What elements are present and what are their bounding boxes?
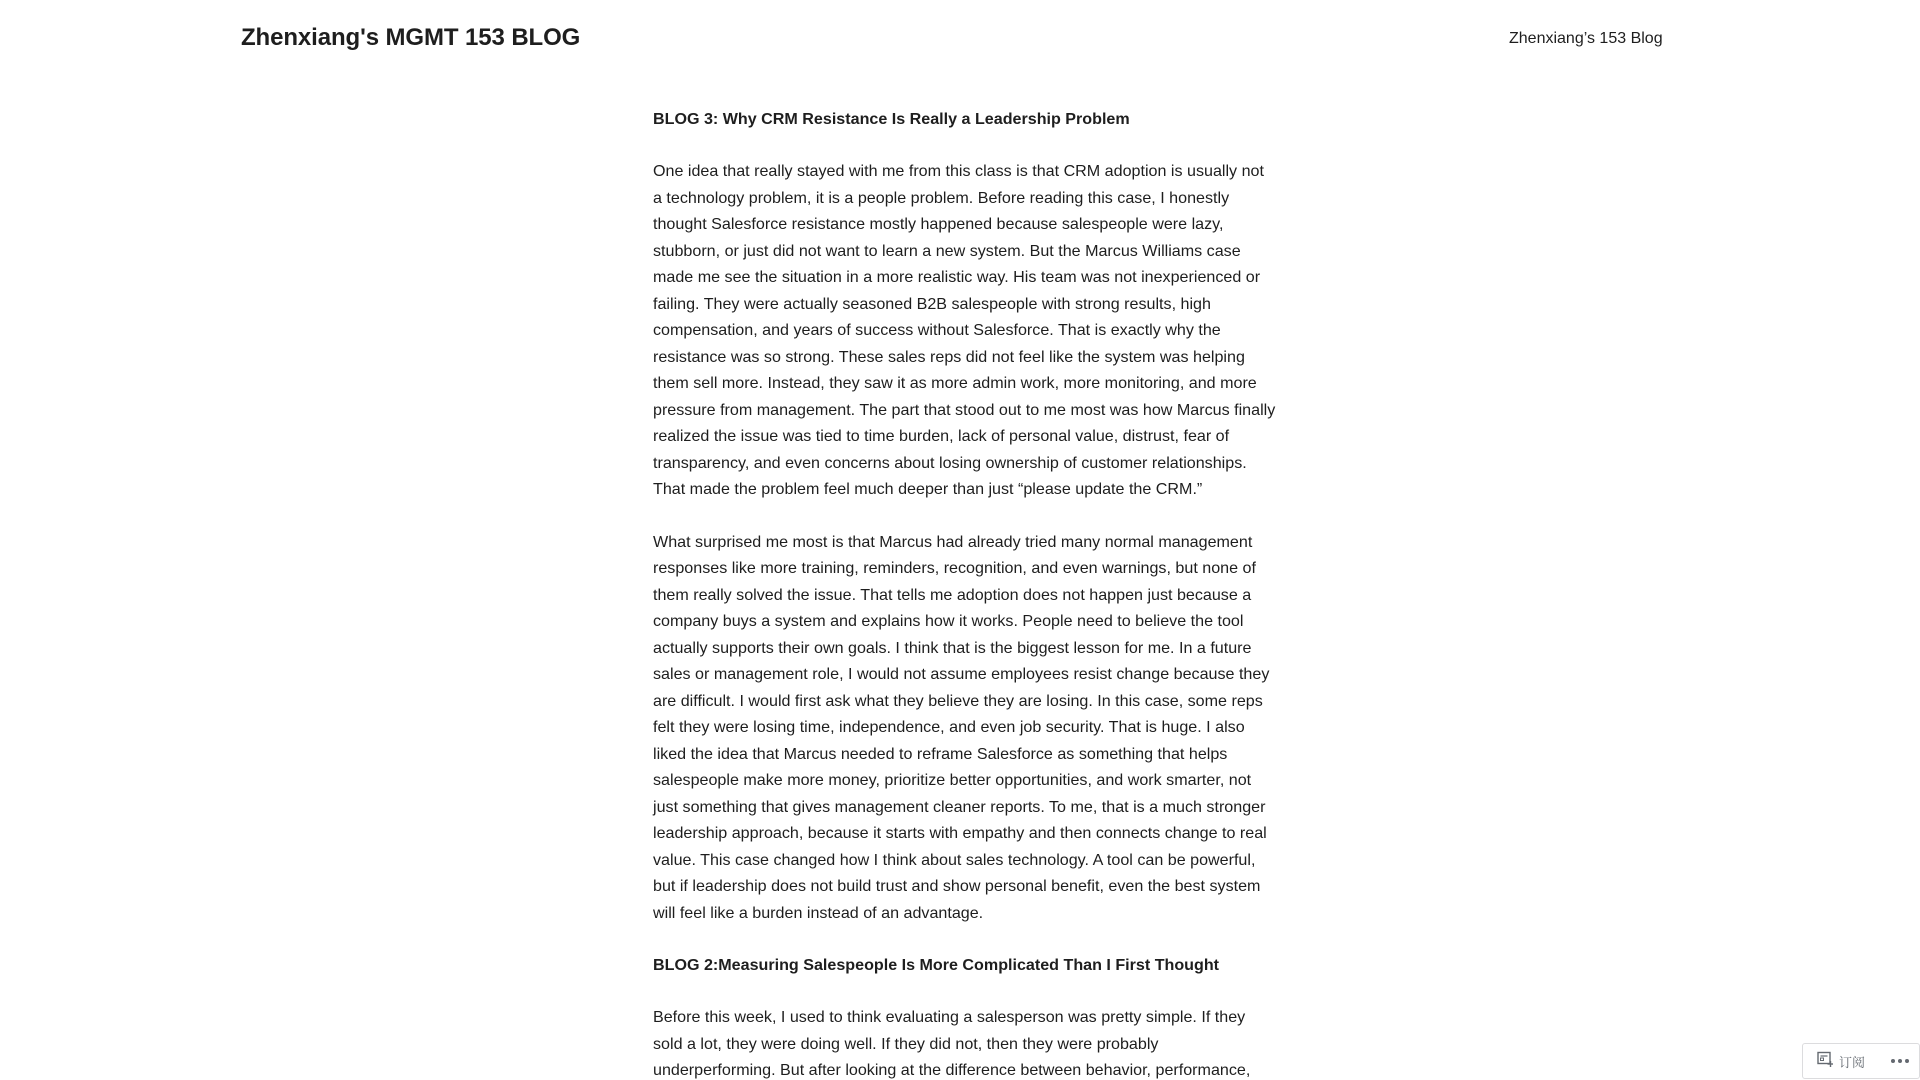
paragraph-line: stubborn, or just did not want to learn a new system. But the Marcus Williams case: [653, 241, 1241, 260]
reader-subscribe-icon: [1817, 1051, 1833, 1071]
paragraph-line: thought Salesforce resistance mostly happened because salespeople were lazy,: [653, 215, 1224, 233]
paragraph-line: company buys a system and explains how it works. People need to believe the tool: [653, 612, 1244, 630]
paragraph-line: underperforming. But after looking at the difference between behavior, performance,: [653, 1061, 1251, 1079]
more-options-button[interactable]: [1891, 1059, 1909, 1063]
subscribe-bar: [1802, 1043, 1920, 1079]
paragraph-line: felt they were losing time, independence, and even job security. That is huge. I also: [653, 718, 1245, 736]
paragraph-line: leadership approach, because it starts with empathy and then connects change to real: [653, 824, 1267, 842]
paragraph-line: What surprised me most is that Marcus had already tried many normal management: [653, 532, 1253, 551]
post-heading: BLOG 3: Why CRM Resistance Is Really a Leadership Problem: [653, 110, 1130, 128]
paragraph-line: will feel like a burden instead of an advantage.: [653, 903, 984, 922]
subscribe-button[interactable]: [1803, 1051, 1865, 1071]
paragraph-line: That made the problem feel much deeper than just “please update the CRM.”: [653, 480, 1203, 498]
paragraph-line: salespeople make more money, prioritize better opportunities, and work smarter, not: [653, 771, 1252, 789]
paragraph-line: are difficult. I would first ask what they believe they are losing. In this case, some reps: [653, 691, 1263, 710]
ellipsis-icon: [1891, 1059, 1895, 1063]
paragraph-line: sales or management role, I would not assume employees resist change because they: [653, 665, 1270, 683]
site-title[interactable]: Zhenxiang's MGMT 153 BLOG: [241, 24, 581, 51]
paragraph-line: actually supports their own goals. I think that is the biggest lesson for me. In a future: [653, 638, 1252, 657]
paragraph-line: made me see the situation in a more realistic way. His team was not inexperienced or: [653, 268, 1261, 286]
paragraph-line: value. This case changed how I think about sales technology. A tool can be powerful,: [653, 850, 1256, 869]
paragraph-line: responses like more training, reminders, recognition, and even warnings, but none of: [653, 559, 1256, 577]
paragraph-line: Before this week, I used to think evaluating a salesperson was pretty simple. If they: [653, 1008, 1246, 1026]
paragraph-line: but if leadership does not build trust and show personal benefit, even the best system: [653, 877, 1261, 895]
paragraph-line: a technology problem, it is a people problem. Before reading this case, I honestly: [653, 188, 1230, 207]
paragraph-line: just something that gives management cleaner reports. To me, that is a much stronger: [653, 797, 1266, 816]
nav-link-blog[interactable]: Zhenxiang’s 153 Blog: [1509, 30, 1663, 47]
paragraph-line: pressure from management. The part that stood out to me most was how Marcus finally: [653, 400, 1276, 419]
post-heading: BLOG 2:Measuring Salespeople Is More Complicated Than I First Thought: [653, 956, 1220, 974]
paragraph-line: failing. They were actually seasoned B2B salespeople with strong results, high: [653, 294, 1211, 313]
paragraph-line: liked the idea that Marcus needed to reframe Salesforce as something that helps: [653, 744, 1228, 763]
subscribe-label: 订阅: [1839, 1055, 1866, 1071]
paragraph-line: transparency, and even concerns about losing ownership of customer relationships.: [653, 453, 1247, 472]
paragraph-line: realized the issue was tied to time burden, lack of personal value, distrust, fear of: [653, 427, 1230, 445]
paragraph-line: One idea that really stayed with me from this class is that CRM adoption is usually not: [653, 162, 1264, 180]
paragraph-line: them sell more. Instead, they saw it as more admin work, more monitoring, and more: [653, 374, 1257, 392]
paragraph-line: compensation, and years of success without Salesforce. That is exactly why the: [653, 321, 1221, 339]
paragraph-line: resistance was so strong. These sales reps did not feel like the system was helping: [653, 347, 1245, 366]
paragraph-line: sold a lot, they were doing well. If they did not, then they were probably: [653, 1034, 1159, 1053]
paragraph-line: them really solved the issue. That tells me adoption does not happen just because a: [653, 585, 1252, 604]
